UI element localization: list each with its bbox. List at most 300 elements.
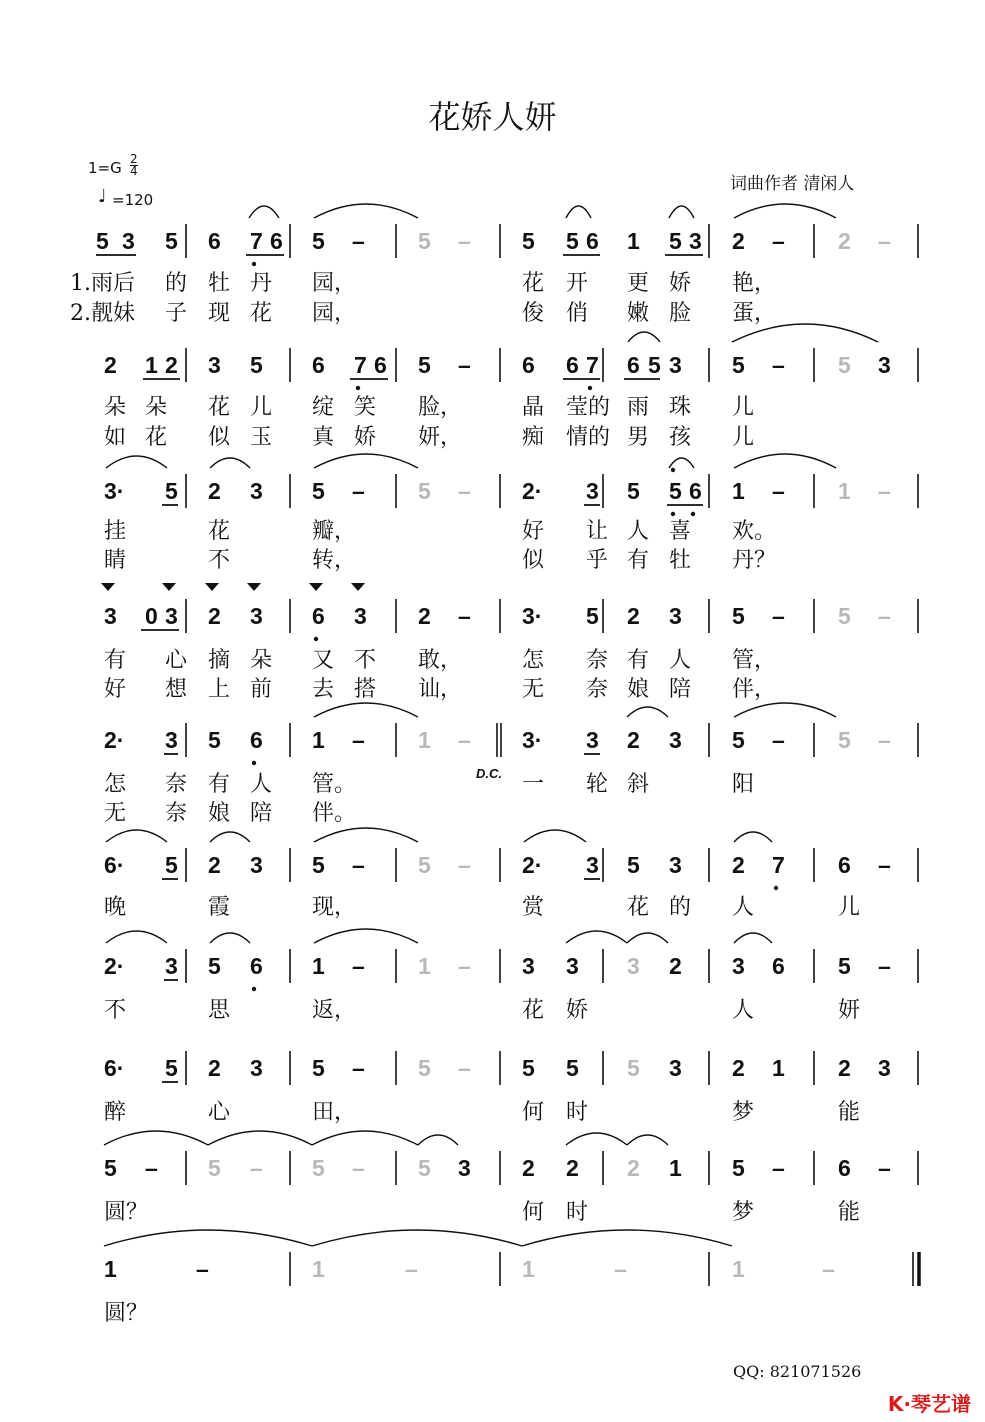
accent-mark [101,583,115,591]
lyric-syllable: 时 [566,1100,589,1125]
note: 2 [627,1155,640,1181]
note: 5 [312,852,325,878]
octave-dot [671,468,675,472]
note: 5 [418,478,431,504]
lyric-syllable: 挂 [104,519,127,544]
lyric-syllable: 好 [522,519,545,544]
note: 3· [104,478,125,504]
lyric-syllable: 不 [104,998,127,1023]
lyric-syllable: 奈 [165,772,188,797]
note: 3 [165,603,178,629]
note: 2 [208,1055,221,1081]
note: – [405,1256,418,1282]
slur-arc [566,931,627,943]
lyric-syllable: 孩 [669,425,692,450]
lyric-syllable: 真 [312,425,335,450]
note: 1 [312,953,325,979]
note: 2 [732,228,745,254]
note: – [458,603,471,629]
note: 6 [689,478,702,504]
note: – [772,478,785,504]
note: 5 [418,352,431,378]
note: 5 [418,852,431,878]
lyric-syllable: 儿 [732,425,755,450]
note: – [772,228,785,254]
note: 5 [312,1055,325,1081]
lyric-syllable: 不 [208,548,231,573]
note: – [878,953,891,979]
note: – [878,1155,891,1181]
note: – [352,852,365,878]
note: 5 [208,953,221,979]
note: 5 [732,603,745,629]
note: 3 [669,1055,682,1081]
note: 5 [838,953,851,979]
note: 2 [522,1155,535,1181]
lyric-syllable: 斜 [627,772,650,797]
accent-mark [351,583,365,591]
accent-mark [162,583,176,591]
slur-arc [314,828,418,842]
note: 5 [669,228,682,254]
accent-mark [247,583,261,591]
octave-dot [252,761,256,765]
lyric-syllable: 娇 [669,271,692,296]
octave-dot [314,637,318,641]
slur-arc [314,703,418,717]
note: – [352,727,365,753]
note: 2 [566,1155,579,1181]
lyric-syllable: 圆？ [104,1200,149,1225]
octave-dot [774,886,778,890]
lyric-syllable: 人 [627,519,650,544]
note: 2· [522,852,543,878]
note: 6 [208,228,221,254]
lyric-syllable: 儿 [732,395,755,420]
lyric-syllable: 似 [208,425,231,450]
note: – [458,953,471,979]
time-signature-denominator: 4 [130,164,138,178]
slur-arc [314,454,418,468]
note: 2 [627,727,640,753]
note: 6 [838,852,851,878]
lyric-syllable: 人 [732,998,755,1023]
note: 7 [250,228,263,254]
lyric-syllable: 圆？ [104,1301,149,1326]
lyric-syllable: 无 [522,677,545,702]
lyric-syllable: 园， [312,301,357,326]
note: 2 [104,352,117,378]
lyric-syllable: 一 [522,772,545,797]
note: 2 [165,352,178,378]
note: – [772,352,785,378]
note: – [878,727,891,753]
lyric-syllable: 艳， [732,271,777,296]
slur-arc [210,933,250,943]
lyric-syllable: 让 [586,519,609,544]
note: 5 [838,352,851,378]
lyric-syllable: 赏 [522,895,545,920]
note: – [772,727,785,753]
lyric-syllable: 何 [522,1100,545,1125]
note: – [352,953,365,979]
lyric-syllable: 牡 [208,271,231,296]
note: 3 [522,953,535,979]
slur-arc [524,830,586,842]
note: 5 [732,727,745,753]
lyric-syllable: 陪 [669,677,692,702]
lyric-syllable: 2.靓妹 [70,301,135,326]
slur-arc [208,1131,312,1145]
note: 6· [104,1055,125,1081]
accent-mark [205,583,219,591]
note: 6 [838,1155,851,1181]
lyric-syllable: 梦 [732,1100,755,1125]
note: 6 [374,352,387,378]
accent-mark [309,583,323,591]
note: 2 [208,852,221,878]
note: 3 [586,478,599,504]
lyric-syllable: 如 [104,425,127,450]
lyric-syllable: 怎 [522,648,545,673]
slur-arc [210,458,250,468]
lyric-syllable: 蛋， [732,301,777,326]
lyric-syllable: 搭 [354,677,377,702]
note: 1 [418,953,431,979]
lyric-syllable: 牡 [669,548,692,573]
note: 5 [418,1155,431,1181]
lyric-syllable: 花 [145,425,168,450]
note: 3 [689,228,702,254]
lyric-syllable: 晚 [104,895,127,920]
lyric-syllable: 妍 [838,998,861,1023]
lyric-syllable: 玉 [250,425,273,450]
note: 3 [669,352,682,378]
lyric-syllable: 有 [627,648,650,673]
note: 5 [312,478,325,504]
lyric-syllable: 上 [208,677,231,702]
slur-arc [312,1230,522,1246]
slur-arc [734,933,772,943]
lyric-syllable: 珠 [669,395,692,420]
note: 3 [586,852,599,878]
note: 1 [104,1256,117,1282]
slur-arc [627,1135,668,1145]
note: – [458,478,471,504]
slur-arc [669,458,694,468]
lyric-syllable: 去 [312,677,335,702]
note: 3 [669,727,682,753]
note: 5 [648,352,661,378]
lyric-syllable: 有 [627,548,650,573]
note: 3 [669,852,682,878]
note: – [458,1055,471,1081]
lyric-syllable: 思 [208,998,231,1023]
lyric-syllable: 笑 [354,395,377,420]
lyric-syllable: 花 [250,301,273,326]
note: 3 [104,603,117,629]
note: 1 [145,352,158,378]
note: 3· [522,603,543,629]
lyric-syllable: 不 [354,648,377,673]
lyric-syllable: 现 [208,301,231,326]
lyric-syllable: 好 [104,677,127,702]
lyric-syllable: 花 [522,998,545,1023]
note: 5 [418,228,431,254]
note: 7 [586,352,599,378]
note: 6 [250,953,263,979]
note: 1 [732,1256,745,1282]
lyric-syllable: 妍， [418,425,463,450]
note: 6 [312,352,325,378]
note: 6 [772,953,785,979]
note: 1 [838,478,851,504]
note: 5 [522,1055,535,1081]
lyric-syllable: 娇 [354,425,377,450]
note: 6 [312,603,325,629]
lyric-syllable: 无 [104,801,127,826]
lyric-syllable: 花 [208,519,231,544]
note: 1 [522,1256,535,1282]
lyric-syllable: 奈 [165,801,188,826]
octave-dot [691,512,695,516]
note: – [614,1256,627,1282]
lyric-syllable: 人 [250,772,273,797]
note: 3 [878,352,891,378]
lyric-syllable: 有 [208,772,231,797]
note: 3 [165,727,178,753]
author-credit: 词曲作者 清闲人 [730,174,855,194]
note: – [772,1155,785,1181]
note: 6 [522,352,535,378]
lyric-syllable: 儿 [250,395,273,420]
note: 1 [772,1055,785,1081]
lyric-syllable: 又 [312,648,335,673]
lyric-syllable: 1.雨后 [70,271,135,296]
note: 3 [250,852,263,878]
note: 3 [250,1055,263,1081]
lyric-syllable: 讪， [418,677,463,702]
note: 3 [122,228,135,254]
lyric-syllable: 莹的 [566,395,611,420]
note: 7 [772,852,785,878]
note: 3 [208,352,221,378]
lyric-syllable: 敢， [418,648,463,673]
note: – [352,228,365,254]
note: 1 [312,1256,325,1282]
note: 1 [627,228,640,254]
lyric-syllable: 园， [312,271,357,296]
note: 2 [732,852,745,878]
note: 5 [312,228,325,254]
note: – [878,603,891,629]
lyric-syllable: 娇 [566,998,589,1023]
note: 2 [418,603,431,629]
slur-arc [104,1131,208,1145]
lyric-syllable: 人 [669,648,692,673]
note: 6 [250,727,263,753]
note: 3 [250,603,263,629]
note: – [878,852,891,878]
tempo-mark: =120 [112,191,154,209]
lyric-syllable: 管， [732,648,777,673]
note: 2 [627,603,640,629]
note: – [352,1155,365,1181]
slur-arc [106,830,167,842]
lyric-syllable: 现， [312,895,357,920]
note: – [458,228,471,254]
note: – [878,228,891,254]
key-signature: 1=G [88,159,122,177]
lyric-syllable: 雨 [627,395,650,420]
note: – [458,727,471,753]
lyric-syllable: 欢。 [732,519,777,544]
lyric-syllable: 男 [627,425,650,450]
lyric-syllable: 霞 [208,895,231,920]
note: 5 [627,1055,640,1081]
note: 3 [165,953,178,979]
note: – [458,852,471,878]
note: 3 [732,953,745,979]
note: 2· [104,953,125,979]
lyric-syllable: 脸， [418,395,463,420]
lyric-syllable: 情的 [566,425,611,450]
note: – [145,1155,158,1181]
note: 5 [669,478,682,504]
slur-arc [106,931,167,943]
lyric-syllable: 子 [165,301,188,326]
lyric-syllable: 娘 [627,677,650,702]
lyric-syllable: 返， [312,998,357,1023]
lyric-syllable: 前 [250,677,273,702]
note: 5 [165,852,178,878]
note: 5 [312,1155,325,1181]
lyric-syllable: 轮 [586,772,609,797]
slur-arc [627,707,668,717]
note: 5 [627,478,640,504]
logo-mark-icon: K· [887,1392,911,1416]
qq-contact: QQ: 821071526 [733,1362,862,1381]
dc-marker: D.C. [476,766,502,781]
note: – [352,478,365,504]
note: 6 [566,352,579,378]
note: 2 [208,478,221,504]
lyric-syllable: 花 [522,271,545,296]
lyric-syllable: 绽 [312,395,335,420]
slur-arc [210,832,250,842]
note: 5 [208,727,221,753]
note: – [250,1155,263,1181]
lyric-syllable: 梦 [732,1200,755,1225]
note: 2 [208,603,221,629]
song-title: 花娇人妍 [428,98,557,136]
note: 3 [458,1155,471,1181]
lyric-syllable: 心 [165,648,188,673]
note: 2 [732,1055,745,1081]
note: 2· [104,727,125,753]
note: 5 [165,478,178,504]
lyric-syllable: 朵 [104,395,127,420]
lyric-syllable: 能 [838,1200,861,1225]
lyric-syllable: 睛 [104,548,127,573]
note: 5 [732,1155,745,1181]
lyric-syllable: 花 [627,895,650,920]
slur-arc [734,454,836,468]
note: 6· [104,852,125,878]
slur-arc [669,206,694,218]
lyric-syllable: 花 [208,395,231,420]
note: 1 [418,727,431,753]
lyric-syllable: 瓣， [312,519,357,544]
note: – [352,1055,365,1081]
note: 6 [627,352,640,378]
note: 1 [669,1155,682,1181]
note: 3 [354,603,367,629]
lyric-syllable: 想 [165,677,188,702]
note: 3 [627,953,640,979]
lyric-syllable: 时 [566,1200,589,1225]
slur-arc [104,1230,312,1246]
note: 5 [566,228,579,254]
note: 5 [627,852,640,878]
lyric-syllable: 的 [669,895,692,920]
lyric-syllable: 脸 [669,301,692,326]
slur-arc [314,204,418,218]
note: – [458,352,471,378]
note: 3 [878,1055,891,1081]
lyric-syllable: 乎 [586,548,609,573]
note: 3 [566,953,579,979]
note: 5 [208,1155,221,1181]
lyric-syllable: 管。 [312,772,357,797]
lyric-syllable: 俊 [522,301,545,326]
note: 5 [838,727,851,753]
note: 5 [838,603,851,629]
lyric-syllable: 朵 [145,395,168,420]
lyric-syllable: 丹 [250,271,273,296]
lyric-syllable: 怎 [104,772,127,797]
lyric-syllable: 丹？ [732,548,777,573]
note: 2 [838,1055,851,1081]
lyric-syllable: 摘 [208,648,231,673]
note: 2 [838,228,851,254]
note: 5 [165,1055,178,1081]
lyric-syllable: 伴。 [312,801,357,826]
slur-arc [566,206,591,218]
note: 2 [669,953,682,979]
lyric-syllable: 醉 [104,1100,127,1125]
lyric-syllable: 有 [104,648,127,673]
note: 5 [250,352,263,378]
note: – [878,478,891,504]
lyric-syllable: 陪 [250,801,273,826]
lyric-syllable: 何 [522,1200,545,1225]
note: 3· [522,727,543,753]
lyric-syllable: 喜 [669,519,692,544]
note: 6 [270,228,283,254]
logo-text: 琴艺谱 [911,1392,971,1416]
note: 6 [586,228,599,254]
lyric-syllable: 伴， [732,677,777,702]
quarter-note-icon: ♩ [98,186,107,207]
octave-dot [252,987,256,991]
lyric-syllable: 开 [566,271,589,296]
lyric-syllable: 儿 [838,895,861,920]
note: 1 [732,478,745,504]
note: 5 [96,228,109,254]
note: 3 [586,727,599,753]
slur-arc [522,1230,732,1246]
